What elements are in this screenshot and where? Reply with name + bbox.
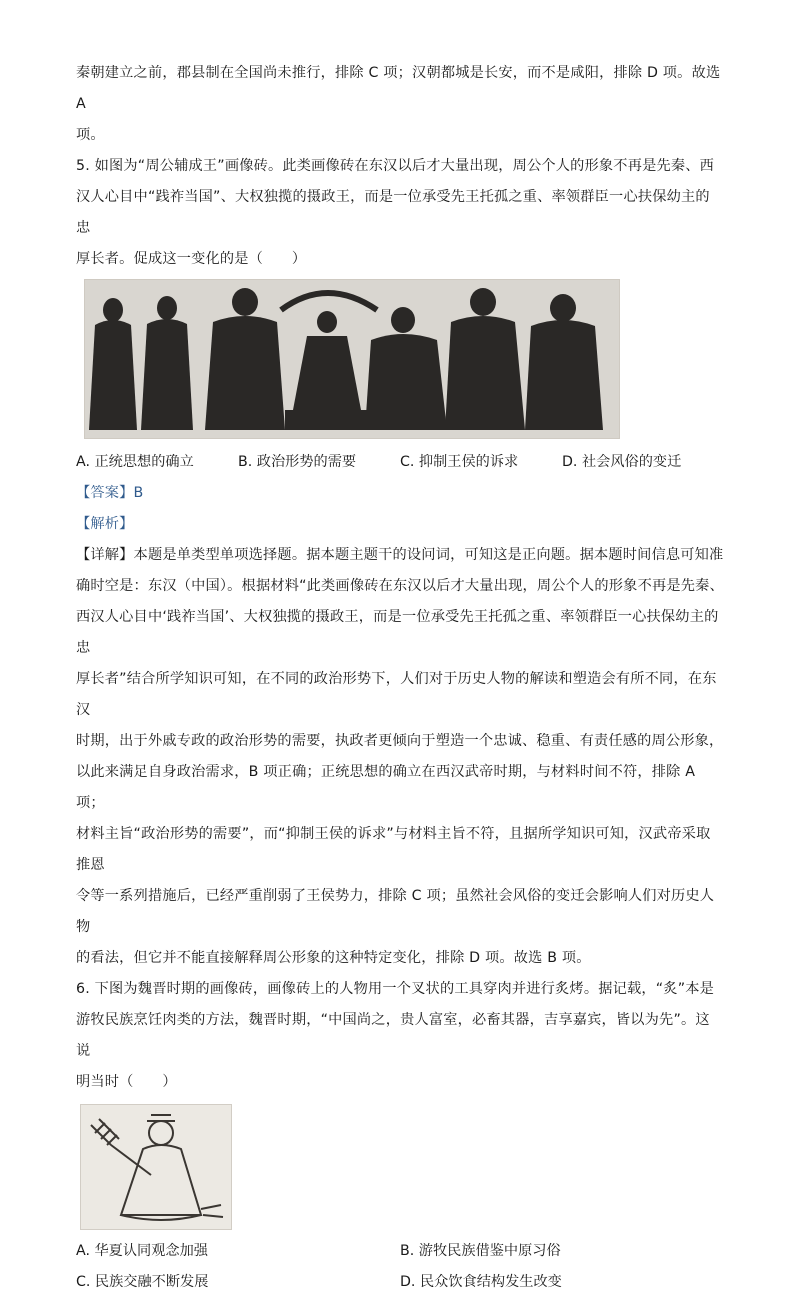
- q6-option-c[interactable]: C. 民族交融不断发展: [76, 1274, 209, 1290]
- q6-stem-line-2: 游牧民族烹饪肉类的方法，魏晋时期，“中国尚之，贵人富室，必畜其器，吉享嘉宾，皆以为先”。这说: [76, 1012, 710, 1059]
- q5-stem-line-1: 5. 如图为“周公辅成王”画像砖。此类画像砖在东汉以后才大量出现，周公个人的形象不再是先秦、西: [76, 158, 715, 174]
- q5-detail-line-7: 材料主旨“政治形势的需要”，而“抑制王侯的诉求”与材料主旨不符，且据所学知识可知，汉武帝采取推恩: [76, 826, 711, 873]
- q5-option-d[interactable]: D. 社会风俗的变迁: [562, 454, 682, 470]
- q5-option-c[interactable]: C. 抑制王侯的诉求: [400, 454, 519, 470]
- q5-analysis-heading: 【解析】: [76, 516, 134, 532]
- q5-detail-line-2: 确时空是：东汉（中国）。根据材料“此类画像砖在东汉以后才大量出现，周公个人的形象不再是先秦、: [76, 578, 724, 594]
- q5-answer: 【答案】B: [76, 485, 144, 501]
- q6-stem-line-3: 明当时（ ）: [76, 1074, 177, 1090]
- q5-stem-line-3: 厚长者。促成这一变化的是（ ）: [76, 251, 307, 267]
- zhougong-brick-image: [84, 279, 620, 439]
- q5-detail-line-4: 厚长者”结合所学知识可知，在不同的政治形势下，人们对于历史人物的解读和塑造会有所不同，在东汉: [76, 671, 717, 718]
- q5-detail-line-9: 的看法，但它并不能直接解释周公形象的这种特定变化，排除 D 项。故选 B 项。: [76, 950, 591, 966]
- q5-detail-line-6: 以此来满足自身政治需求，B 项正确；正统思想的确立在西汉武帝时期，与材料时间不符，排除 A 项；: [76, 764, 696, 811]
- intro-line-2: 项。: [76, 127, 105, 143]
- q5-detail-line-8: 令等一系列措施后，已经严重削弱了王侯势力，排除 C 项；虽然社会风俗的变迁会影响人们对历史人物: [76, 888, 715, 935]
- q5-detail-line-1: 【详解】本题是单类型单项选择题。据本题主题干的设问词，可知这是正向题。据本题时间信息可知准: [76, 547, 724, 563]
- document-page: [76, 58, 724, 1298]
- q5-option-b[interactable]: B. 政治形势的需要: [238, 454, 357, 470]
- q6-stem-line-1: 6. 下图为魏晋时期的画像砖，画像砖上的人物用一个叉状的工具穿肉并进行炙烤。据记载，“炙”本是: [76, 981, 715, 997]
- q6-option-b[interactable]: B. 游牧民族借鉴中原习俗: [400, 1243, 561, 1259]
- roasting-brick-illustration: [81, 1105, 231, 1229]
- q5-stem-line-2: 汉人心目中“践祚当国”、大权独揽的摄政王，而是一位承受先王托孤之重、率领群臣一心扶保幼主的忠: [76, 189, 710, 236]
- q5-options: [76, 447, 724, 478]
- q5-option-a[interactable]: A. 正统思想的确立: [76, 454, 194, 470]
- intro-line-1: 秦朝建立之前，郡县制在全国尚未推行，排除 C 项；汉朝都城是长安，而不是咸阳，排除 D 项。故选 A: [76, 65, 721, 112]
- zhougong-brick-illustration: [85, 280, 619, 438]
- q6-options: [76, 1236, 724, 1298]
- q6-option-a[interactable]: A. 华夏认同观念加强: [76, 1243, 208, 1259]
- q6-option-d[interactable]: D. 民众饮食结构发生改变: [400, 1274, 562, 1290]
- q5-detail-line-5: 时期，出于外戚专政的政治形势的需要，执政者更倾向于塑造一个忠诚、稳重、有责任感的周公形象，: [76, 733, 724, 749]
- q5-detail-line-3: 西汉人心目中‘践祚当国’、大权独揽的摄政王，而是一位承受先王托孤之重、率领群臣一心扶保幼主的忠: [76, 609, 719, 656]
